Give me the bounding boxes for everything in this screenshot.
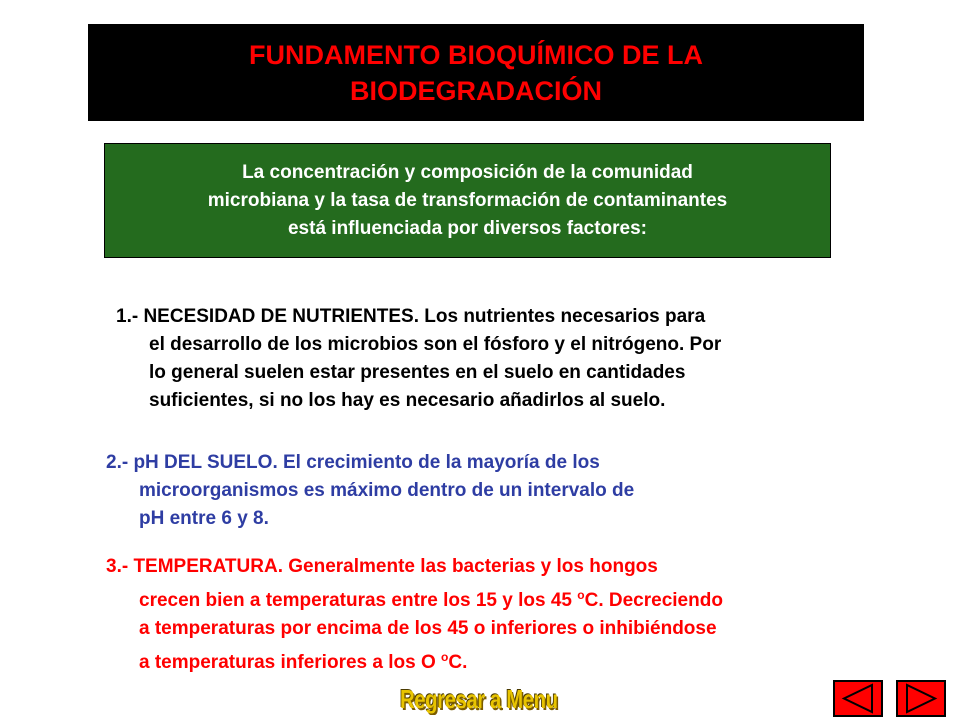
point-temperature [106,553,723,677]
point-1-line-2: el desarrollo de los microbios son el fósforo y el nitrógeno. Por [149,334,722,355]
point-nutrients [116,303,721,415]
intro-line-2: microbiana y la tasa de transformación de contaminantes [207,189,728,211]
point-2-line-2: microorganismos es máximo dentro de un intervalo de [139,480,635,501]
point-3-line-2 [106,581,723,615]
point-1-line-3: lo general suelen estar presentes en el suelo en cantidades [149,362,686,383]
point-3-line-3: a temperaturas por encima de los 45 o inferiores o inhibiéndose [139,618,717,639]
point-3-line-4 [106,643,723,677]
degree-sup: o [577,588,585,602]
point-3-line-2-a: crecen bien a temperaturas entre los 15 y los 45 [139,590,578,611]
next-slide-button[interactable] [896,680,946,717]
point-ph [106,449,634,533]
point-1-line-1: 1.- NECESIDAD DE NUTRIENTES. Los nutrientes necesarios para [116,306,706,327]
point-3-line-1: 3.- TEMPERATURA. Generalmente las bacterias y los hongos [106,556,658,577]
point-3-line-2-b: C. Decreciendo [584,590,723,611]
intro-line-1: La concentración y composición de la comunidad [242,161,693,183]
back-to-menu-link[interactable]: Regresar a Menu [400,684,558,714]
point-1-line-4: suficientes, si no los hay es necesario añadirlos al suelo. [149,390,666,411]
point-3-line-4-a: a temperaturas inferiores a los O [139,652,442,673]
intro-line-3: está influenciada por diversos factores: [287,217,647,239]
point-3-line-4-b: C. [448,652,468,673]
point-2-line-1: 2.- pH DEL SUELO. El crecimiento de la mayoría de los [106,452,600,473]
title-line-1: FUNDAMENTO BIOQUÍMICO DE LA [249,39,703,70]
title-line-2: BIODEGRADACIÓN [349,75,602,106]
degree-sup: o [441,650,449,664]
previous-slide-button[interactable] [833,680,883,717]
intro-box [104,143,831,258]
triangle-left-icon [835,682,881,715]
triangle-right-icon [898,682,944,715]
point-2-line-3: pH entre 6 y 8. [139,508,269,529]
page-title [88,24,864,121]
